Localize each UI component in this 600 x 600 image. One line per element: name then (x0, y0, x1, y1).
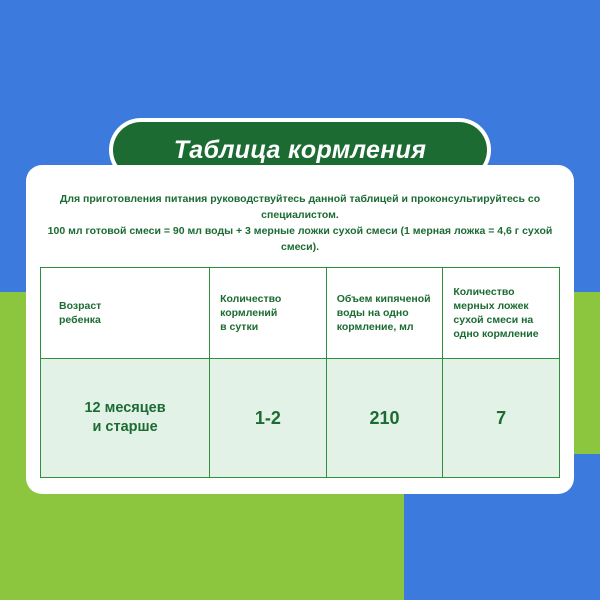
column-header-feedings: Количество кормлений в сутки (210, 268, 327, 359)
column-header-water: Объем кипяченой воды на одно кормление, мл (326, 268, 443, 359)
column-header-scoops: Количество мерных ложек сухой смеси на одно кормление (443, 268, 560, 359)
feeding-table (40, 267, 560, 478)
cell-age: 12 месяцев и старше (41, 359, 210, 478)
table-header-row (41, 268, 560, 359)
intro-line-2: 100 мл готовой смеси = 90 мл воды + 3 мерные ложки сухой смеси (1 мерная ложка = 4,6 г сухой смеси). (47, 225, 553, 253)
cell-feedings: 1-2 (210, 359, 327, 478)
intro-text-block (26, 165, 574, 267)
intro-line-1: Для приготовления питания руководствуйтесь данной таблицей и проконсультируйтесь со специалистом. (59, 193, 541, 221)
table-container (26, 267, 574, 494)
page-title: Таблица кормления (173, 135, 427, 164)
column-header-age: Возраст ребенка (41, 268, 210, 359)
table-row (41, 359, 560, 478)
cell-scoops: 7 (443, 359, 560, 478)
table-body (41, 359, 560, 478)
feeding-table-card (26, 165, 574, 494)
table-header (41, 268, 560, 359)
cell-water: 210 (326, 359, 443, 478)
